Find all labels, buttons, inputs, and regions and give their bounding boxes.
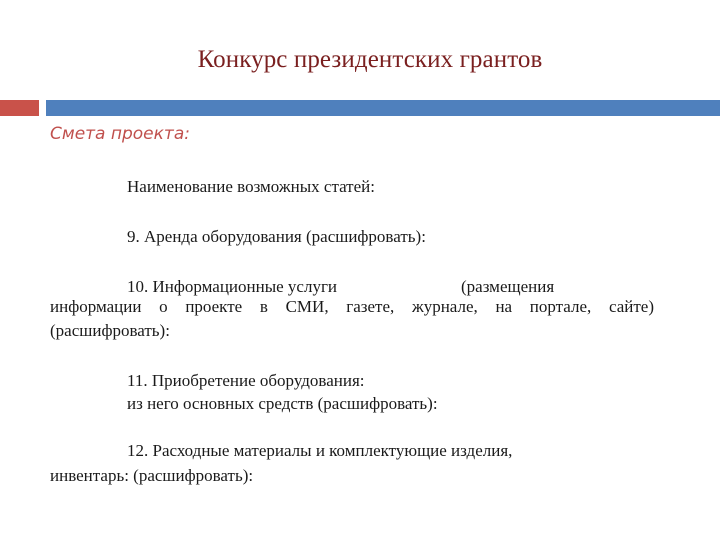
slide-subtitle: Смета проекта: <box>50 124 190 144</box>
slide-title: Конкурс президентских грантов <box>197 46 543 73</box>
item-11-line-1: 11. Приобретение оборудования: <box>127 371 365 390</box>
accent-bar-right <box>46 100 720 116</box>
item-11-line-2: из него основных средств (расшифровать): <box>127 394 438 413</box>
accent-bar-left <box>0 100 39 116</box>
item-10-line-1-start: 10. Информационные услуги <box>127 277 338 296</box>
items-heading: Наименование возможных статей: <box>127 177 375 196</box>
item-10-line-2: информации о проекте в СМИ, газете, журнале, на портале, сайте) <box>50 297 654 316</box>
item-12-line-1: 12. Расходные материалы и комплектующие изделия, <box>127 441 513 460</box>
item-12-line-2: инвентарь: (расшифровать): <box>50 466 254 485</box>
item-10-line-3: (расшифровать): <box>50 321 170 340</box>
item-10-line-1-end: (размещения <box>461 277 555 296</box>
item-9: 9. Аренда оборудования (расшифровать): <box>127 227 426 246</box>
